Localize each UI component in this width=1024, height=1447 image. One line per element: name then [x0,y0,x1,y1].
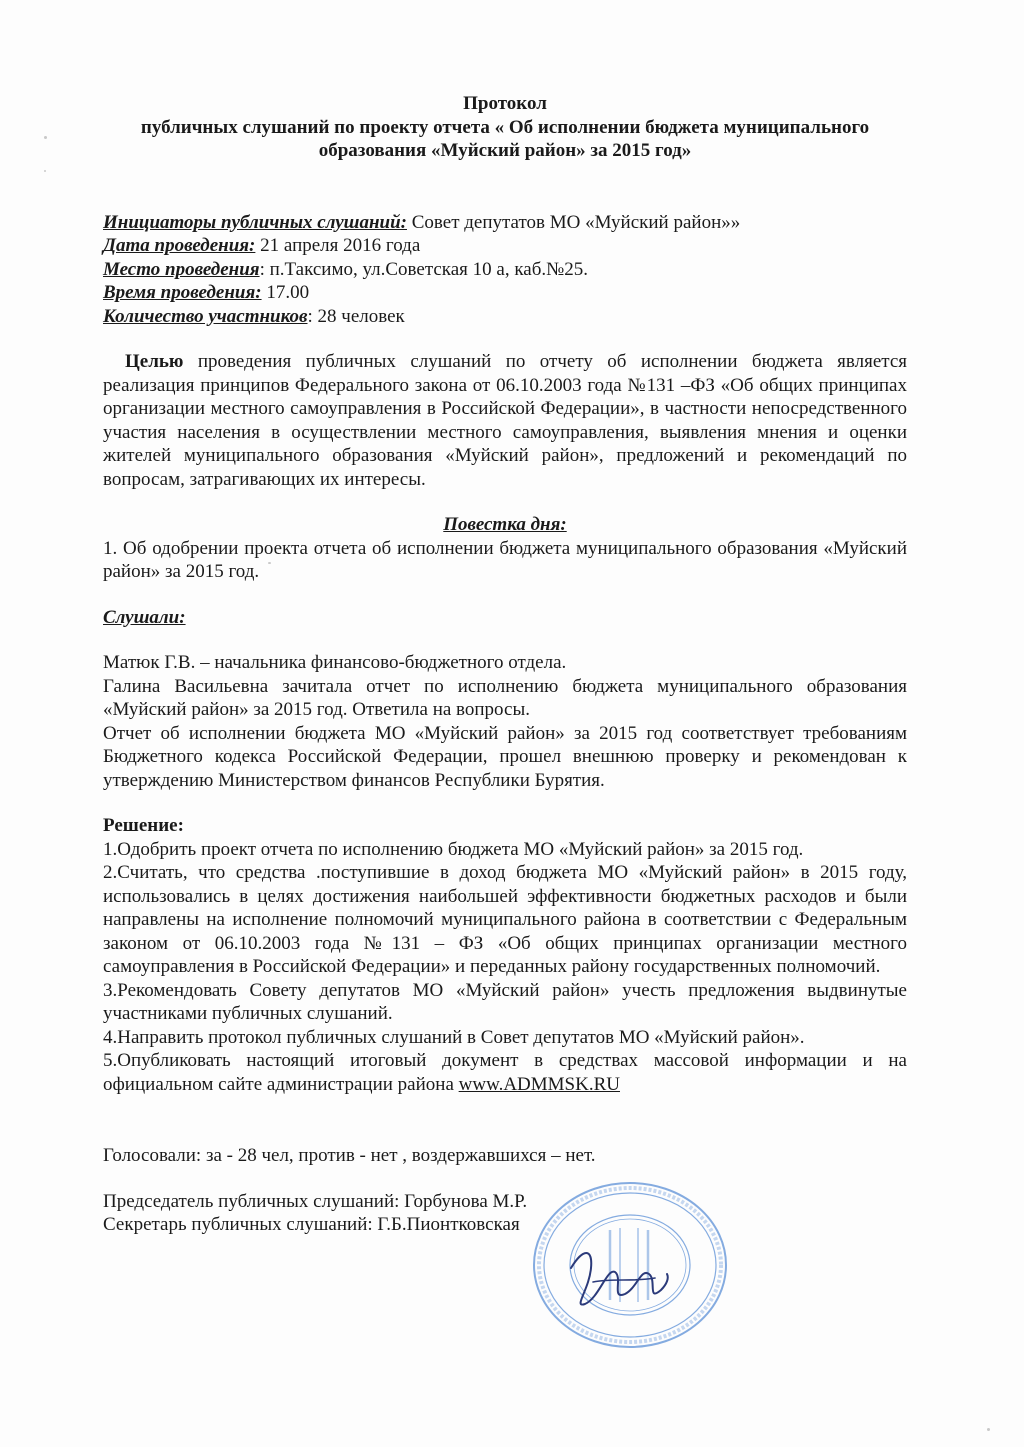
title-line-2: публичных слушаний по проекту отчета « Об исполнении бюджета муниципального [140,116,870,138]
scan-speck [44,170,46,172]
signature [563,1238,673,1318]
site-link[interactable]: www.ADMMSK.RU [458,1073,620,1095]
info-value: : п.Таксимо, ул.Советская 10 а, каб.№25. [259,258,589,280]
purpose-lead: Целью [125,351,184,372]
heard-heading: Слушали: [103,606,186,628]
decision-item-4: 4.Направить протокол публичных слушаний в Совет депутатов МО «Муйский район». [103,1026,805,1048]
agenda-item: 1. Об одобрении проекта отчета об исполнении бюджета муниципального образования «Муйский район» за 2015 год. [103,537,907,582]
title-line-3: образования «Муйский район» за 2015 год» [318,140,692,161]
title-line-1: Протокол [463,93,547,114]
decision-heading: Решение: [103,815,184,836]
info-place [103,258,907,282]
document-body [103,92,907,1237]
info-block [103,211,907,329]
heard-paragraph-1: Галина Васильевна зачитала отчет по исполнению бюджета муниципального образования «Муйский район» за 2015 год. Ответила на вопросы. [103,675,907,720]
info-value: 17.00 [261,282,310,303]
purpose-text: проведения публичных слушаний по отчету об исполнении бюджета является реализация принципов Федерального закона от 06.10.2003 года №131 –ФЗ «Об общих принципах организации местного самоуправления в Российской Федерации», в частности непосредственного участия населения в осуществлении местного самоуправления, выявления мнения и оценки жителей муниципального образования «Муйский район», предложений и рекомендаций по вопросам, затрагивающих их интересы. [103,351,907,490]
info-label: Время проведения: [103,282,262,303]
info-value: 21 апреля 2016 года [255,235,421,256]
info-label: Дата проведения: [103,235,256,256]
heard-speaker: Матюк Г.В. – начальника финансово-бюджетного отдела. [103,652,567,673]
info-value: Совет депутатов МО «Муйский район»» [406,211,741,233]
decision-item-5-text: 5.Опубликовать настоящий итоговый документ в средствах массовой информации и на официальном сайте администрации района [103,1050,907,1095]
info-date [103,234,907,258]
info-value: : 28 человек [307,305,405,327]
info-time [103,281,907,305]
decision-item-2: 2.Считать, что средства .поступившие в доход бюджета МО «Муйский район» в 2015 году, использовались в целях достижения наибольшей эффективности бюджетных расходов и были направлены на исполнение полномочий муниципального района в соответствии с Федеральным законом от 06.10.2003 года №131 – ФЗ «Об общих принципах организации местного самоуправления в Российской Федерации» и переданных району государственных полномочий. [103,862,907,977]
info-label: Инициаторы публичных слушаний: [103,211,407,233]
info-label: Место проведения [103,258,260,280]
decision-item-5 [103,1049,907,1096]
decision-item-3: 3.Рекомендовать Совету депутатов МО «Муйский район» учесть предложения выдвинутые участниками публичных слушаний. [103,979,907,1024]
info-label: Количество участников [103,305,308,327]
heard-paragraph-2: Отчет об исполнении бюджета МО «Муйский район» за 2015 год соответствует требованиям Бюджетного кодекса Российской Федерации, прошел внешнюю проверку и рекомендован к утверждению Министерством финансов Республики Бурятия. [103,722,907,791]
chair-line: Председатель публичных слушаний: Горбунова М.Р. [103,1190,528,1212]
secretary-line: Секретарь публичных слушаний: Г.Б.Пионтковская [103,1214,520,1235]
document-title [103,92,907,163]
vote-result: Голосовали: за - 28 чел, против - нет , воздержавшихся – нет. [103,1145,596,1166]
agenda-heading: Повестка дня: [443,514,567,535]
scan-speck [44,136,47,139]
info-initiators [103,211,907,235]
info-participants [103,305,907,329]
purpose-paragraph [103,350,907,491]
scan-speck [987,1428,990,1431]
decision-item-1: 1.Одобрить проект отчета по исполнению бюджета МО «Муйский район» за 2015 год. [103,838,804,860]
